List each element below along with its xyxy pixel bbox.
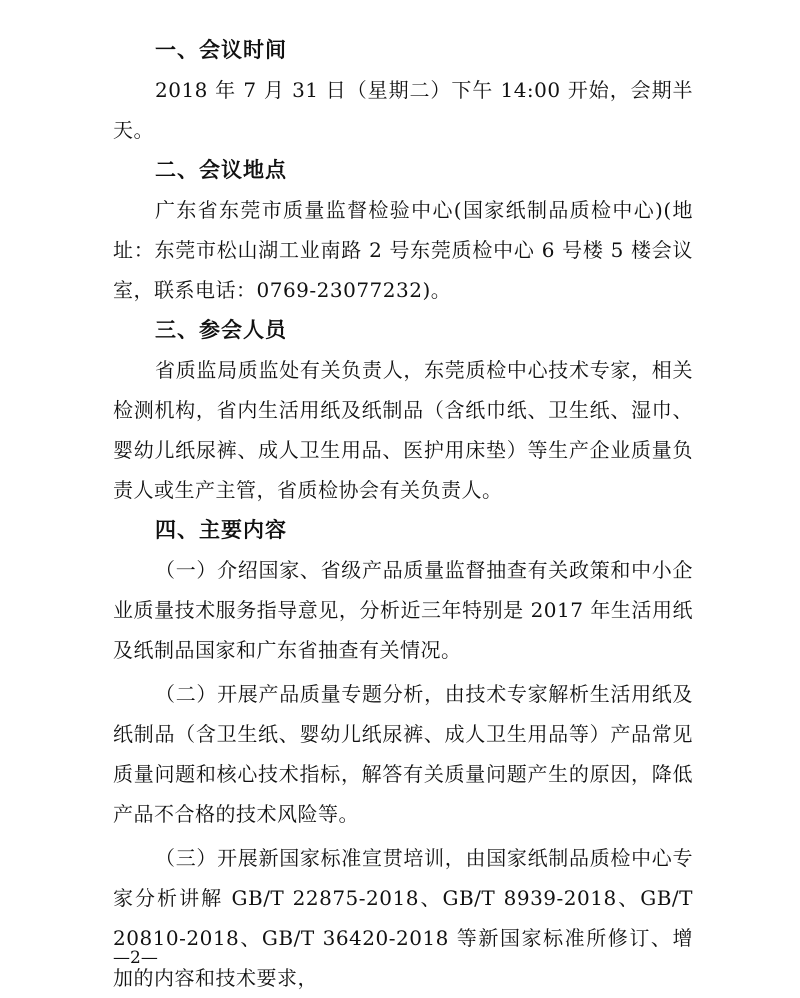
- paragraph-time: 2018 年 7 月 31 日（星期二）下午 14:00 开始，会期半天。: [113, 78, 693, 142]
- section-heading-time: 一、会议时间: [155, 38, 287, 62]
- document-body: [113, 30, 693, 998]
- section-heading-attendees: 三、参会人员: [155, 318, 287, 342]
- paragraph-content-2: （二）开展产品质量专题分析，由技术专家解析生活用纸及纸制品（含卫生纸、婴幼儿纸尿裤、成人卫生用品等）产品常见质量问题和核心技术指标，解答有关质量问题产生的原因，降低产品不合格的技术风险等。: [113, 682, 693, 826]
- section-heading-content: 四、主要内容: [155, 518, 287, 542]
- paragraph-content-3: （三）开展新国家标准宣贯培训，由国家纸制品质检中心专家分析讲解 GB/T 22875-2018、GB/T 8939-2018、GB/T 20810-2018、GB/T 36420-2018 等新国家标准所修订、增加的内容和技术要求，: [113, 846, 693, 990]
- paragraph-content-1: （一）介绍国家、省级产品质量监督抽查有关政策和中小企业质量技术服务指导意见，分析近三年特别是 2017 年生活用纸及纸制品国家和广东省抽查有关情况。: [113, 558, 693, 662]
- page-number: —2—: [113, 948, 158, 968]
- section-heading-location: 二、会议地点: [155, 158, 287, 182]
- paragraph-attendees: 省质监局质监处有关负责人，东莞质检中心技术专家，相关检测机构，省内生活用纸及纸制品（含纸巾纸、卫生纸、湿巾、婴幼儿纸尿裤、成人卫生用品、医护用床垫）等生产企业质量负责人或生产主管，省质检协会有关负责人。: [113, 358, 693, 502]
- paragraph-location: 广东省东莞市质量监督检验中心(国家纸制品质检中心)(地址：东莞市松山湖工业南路 2 号东莞质检中心 6 号楼 5 楼会议室，联系电话：0769-23077232)。: [113, 198, 693, 302]
